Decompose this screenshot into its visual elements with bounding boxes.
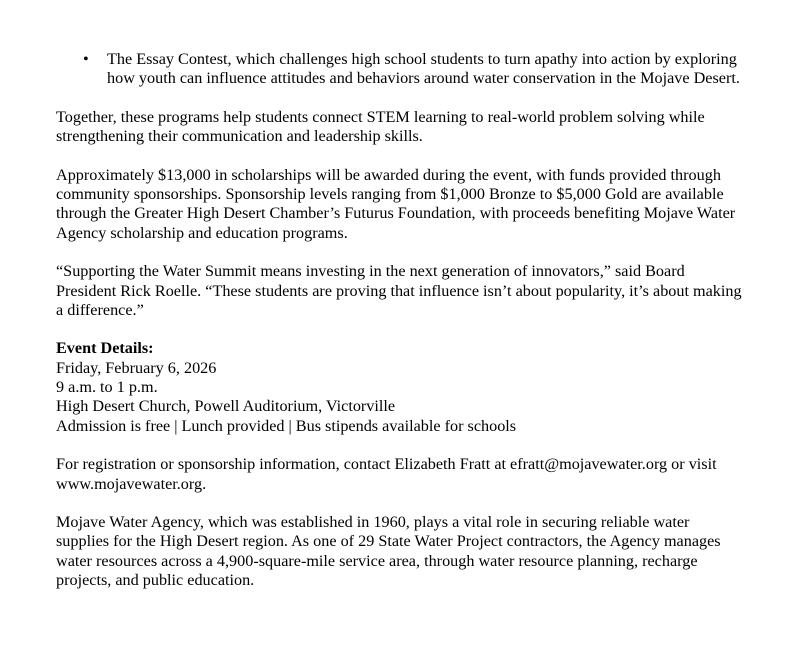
bullet-text: The Essay Contest, which challenges high school students to turn apathy into action by exploring how youth can influence attitudes and behaviors around water conservation in the Mojave Desert. xyxy=(107,50,740,88)
paragraph-together: Together, these programs help students connect STEM learning to real-world problem solving while strengthening their communication and leadership skills. xyxy=(56,107,705,146)
bullet-list xyxy=(56,50,746,89)
event-details-heading: Event Details: xyxy=(56,339,154,358)
event-time: 9 a.m. to 1 p.m. xyxy=(56,378,158,397)
event-date: Friday, February 6, 2026 xyxy=(56,358,217,377)
bullet-dot-icon: • xyxy=(83,50,89,68)
paragraph-contact: For registration or sponsorship information, contact Elizabeth Fratt at efratt@mojavewater.org or visit www.mojavewater.org. xyxy=(56,455,717,493)
paragraph-quote: “Supporting the Water Summit means investing in the next generation of innovators,” said Board President Rick Roelle. “These students are proving that influence isn’t about popularity, it’s about making a difference.” xyxy=(56,262,742,319)
paragraph-scholarships: Approximately $13,000 in scholarships will be awarded during the event, with funds provided through community sponsorships. Sponsorship levels ranging from $1,000 Bronze to $5,000 Gold are available through the Greater High Desert Chamber’s Futurus Foundation, with proceeds benefiting Mojave Water Agency scholarship and education programs. xyxy=(56,165,736,242)
event-location: High Desert Church, Powell Auditorium, Victorville xyxy=(56,397,396,416)
event-admission: Admission is free | Lunch provided | Bus stipends available for schools xyxy=(56,416,517,435)
bullet-item-essay-contest xyxy=(56,50,746,89)
event-details xyxy=(56,339,746,435)
document-page xyxy=(56,50,746,590)
paragraph-about: Mojave Water Agency, which was established in 1960, plays a vital role in securing reliable water supplies for the High Desert region. As one of 29 State Water Project contractors, the Agency manages water resources across a 4,900-square-mile service area, through water resource planning, recharge projects, and public education. xyxy=(56,513,721,590)
